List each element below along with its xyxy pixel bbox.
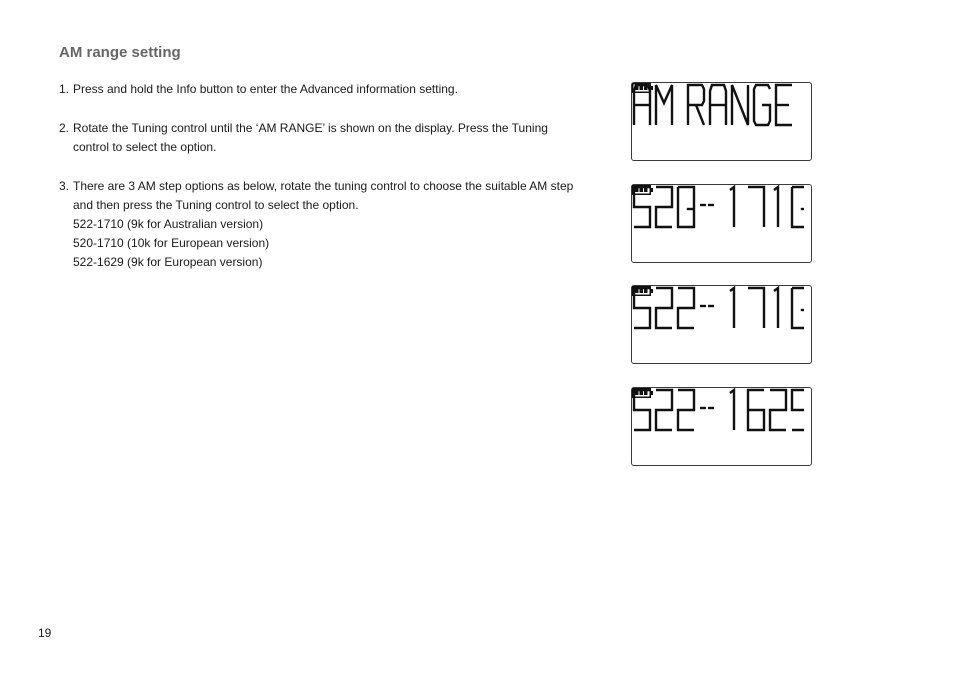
am-step-option: 522-1710 (9k for Australian version): [73, 217, 264, 231]
lcd-glyph-2: [678, 288, 694, 328]
step-1: [59, 80, 609, 99]
lcd-display-522-1710: [631, 285, 812, 364]
lcd-text: [632, 185, 804, 233]
lcd-glyph-1: [774, 187, 778, 227]
lcd-glyph-5: [634, 187, 650, 227]
lcd-glyph-1: [730, 390, 734, 430]
lcd-glyph-9: [792, 390, 804, 430]
lcd-glyph-7: [748, 187, 764, 227]
step-text: Rotate the Tuning control until the ‘AM RANGE’ is shown on the display. Press the Tuning: [73, 121, 548, 135]
step-2: [59, 119, 609, 157]
lcd-glyph-5: [634, 390, 650, 430]
lcd-glyph-R: [696, 105, 704, 125]
am-step-option: 520-1710 (10k for European version): [73, 236, 270, 250]
step-number: 3.: [59, 179, 70, 193]
lcd-glyph-0: [678, 187, 694, 227]
lcd-glyph-1: [774, 288, 778, 328]
lcd-glyph-2: [770, 390, 786, 430]
lcd-glyph-2: [656, 390, 672, 430]
step-text: There are 3 AM step options as below, rotate the tuning control to choose the suitable AM step: [73, 179, 574, 193]
lcd-glyph-G: [754, 85, 770, 125]
step-3: [59, 177, 609, 272]
lcd-glyph-6: [748, 390, 764, 430]
step-text-continued: and then press the Tuning control to select the option.: [73, 198, 359, 212]
lcd-glyph-2: [656, 187, 672, 227]
lcd-display-522-1629: [631, 387, 812, 466]
step-text: Press and hold the Info button to enter the Advanced information setting.: [73, 82, 458, 96]
lcd-glyph-M: [656, 85, 672, 125]
instruction-list: [59, 80, 609, 292]
lcd-glyph-1: [730, 187, 734, 227]
section-title: AM range setting: [59, 44, 181, 61]
step-number: 1.: [59, 82, 70, 96]
lcd-text: [632, 388, 804, 436]
lcd-text: [632, 83, 804, 131]
step-number: 2.: [59, 121, 70, 135]
lcd-display-am-range: [631, 82, 812, 161]
lcd-glyph-5: [634, 288, 650, 328]
lcd-glyph-0: [792, 288, 804, 328]
step-text-continued: control to select the option.: [73, 140, 217, 154]
lcd-glyph-N: [732, 85, 748, 125]
lcd-text: [632, 286, 804, 334]
page-number: 19: [38, 626, 52, 640]
lcd-glyph-7: [748, 288, 764, 328]
lcd-glyph-2: [656, 288, 672, 328]
am-step-option: 522-1629 (9k for European version): [73, 255, 263, 269]
lcd-glyph-1: [730, 288, 734, 328]
lcd-glyph-0: [792, 187, 804, 227]
lcd-glyph-2: [678, 390, 694, 430]
lcd-display-520-1710: [631, 184, 812, 263]
